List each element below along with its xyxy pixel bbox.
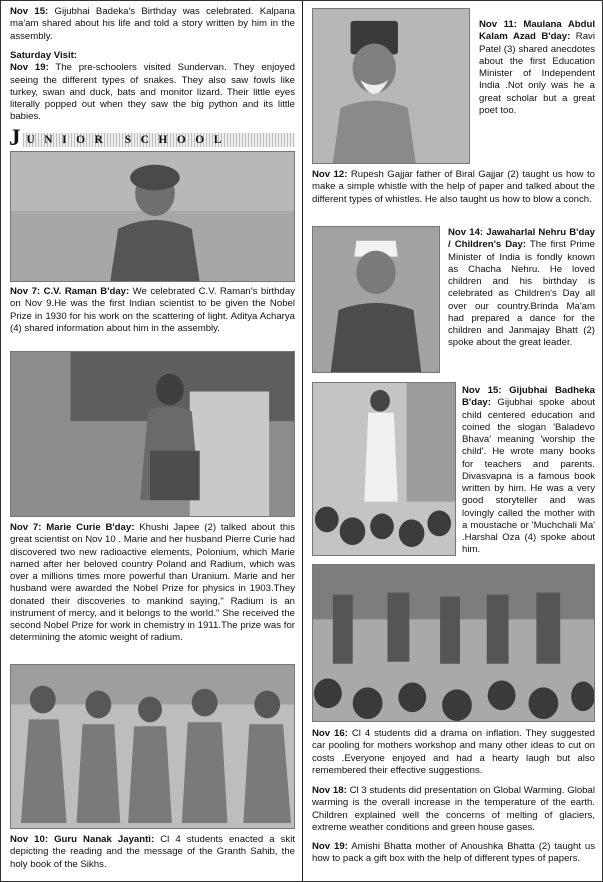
paragraph-text: Cl 4 students enacted a skit depicting the reading and the message of the Granth Sahib, the holy book of the Sikhs. [10, 834, 295, 870]
saturday-visit-heading: Saturday Visit: [10, 50, 78, 61]
paragraph-label: Nov 12: [312, 169, 348, 180]
paragraph-label: Nov 11: Maulana Abdul Kalam Azad B'day: [479, 19, 595, 43]
junior-school-banner [9, 125, 295, 150]
paragraph-text: The pre-schoolers visited Sundervan. They enjoyed seeing the different types of snakes. They also saw fowls like turkey, swan and duck, bats and monitor lizard. Their little eyes literally popped out when they saw the big python and its little babies. [10, 62, 295, 123]
global-warming-paragraph [312, 785, 595, 834]
paragraph-label: Nov 7: C.V. Raman B'day: [10, 286, 130, 297]
paragraph-label: Nov 7: Marie Curie B'day: [10, 522, 135, 533]
marie-curie-paragraph [10, 522, 295, 645]
paragraph-text: Ravi Patel (3) shared anecdotes about the first Education Minister of Independent India .Not only was he a great scholar but a great poet too. [479, 31, 595, 116]
gijubhai-paragraph [462, 385, 595, 557]
photo-inflation-drama [312, 564, 595, 722]
photo-guru-nanak-skit [10, 664, 295, 829]
photo-boy-speaking-assembly [312, 382, 456, 556]
paragraph-label: Nov 14: Jawaharlal Nehru B'day / Children's Day: [448, 227, 595, 251]
paragraph-text: Gijubhai Badeka's Birthday was celebrated. Kalpana ma'am shared about his life and told a story written by him in the assembly. [10, 6, 295, 42]
azad-paragraph [479, 19, 595, 117]
paragraph-text: Cl 4 students did a drama on inflation. They suggested car pooling for mothers workshop and many other ideas to cut on costs .Everyone enjoyed and had a hearty laugh but also remembered their effective suggestions. [312, 728, 596, 776]
banner-initial: J [9, 125, 21, 150]
paragraph-text: The first Prime Minister of India is fondly known as Chacha Nehru. He loved children and his birthday is celebrated as Children's Day all over our country.Brinda Ma'am had prepared a dance for the children and Janmajay Bhatt (2) spoke about the great leader. [448, 239, 595, 349]
guru-nanak-paragraph [10, 834, 295, 871]
column-divider [302, 1, 303, 882]
whistle-paragraph [312, 169, 595, 206]
banner-title: UNIOR SCHOOL [23, 133, 296, 147]
paragraph-text: Cl 3 students did presentation on Global Warming. Global warming is the overall increase in the temperature of the earth. Children explained well the concerns of melting of glaciers, extreme weather conditions and green house gases. [312, 785, 595, 833]
paragraph-text: Khushi Japee (2) talked about this great scientist on Nov 10 . Marie and her husband Pierre Curie had discovered two new radioactive elements, Polonium, which Marie named after her beloved country Poland and Radium, which was over a millions times more powerful than Uranium. Marie and her husband were awarded the Nobel Prize for physics in 1903.They donated their discoveries to mankind saying," Radium is an instrument of mercy, and it belongs to the world." She received the second Nobel Prize for work in chemistry in 1911.The prize was for determining the atomic weight of radium. [10, 522, 295, 644]
paragraph-label: Nov 10: Guru Nanak Jayanti: [10, 834, 155, 845]
gift-box-paragraph [312, 841, 595, 866]
paragraph-label: Nov 16: [312, 728, 348, 739]
paragraph-label: Nov 19: [10, 62, 49, 74]
paragraph-text: Amishi Bhatta mother of Anoushka Bhatta (2) taught us how to pack a gift box with the help of different types of papers. [312, 841, 595, 865]
paragraph-text: We celebrated C.V. Raman's birthday on Nov 9.He was the first Indian scientist to be given the Nobel Prize in 1930 for his work on the scattering of light. Aditya Acharya (4) shared information about him in the assembly. [10, 286, 295, 334]
paragraph-label: Nov 18: [312, 785, 347, 796]
paragraph-label: Nov 15: Gijubhai Badheka B'day: [462, 385, 595, 409]
photo-girl-microphone [10, 351, 295, 517]
paragraph-label: Nov 19: [312, 841, 348, 852]
cv-raman-paragraph [10, 286, 295, 335]
saturday-visit-section [10, 50, 295, 124]
paragraph-label: Nov 15: [10, 6, 49, 17]
inflation-paragraph [312, 728, 595, 777]
nehru-paragraph [448, 227, 595, 350]
paragraph-text: Rupesh Gajjar father of Biral Gajjar (2) taught us how to make a simple whistle with the help of paper and talked about the different types of whistles. He also taught us how to blow a conch. [312, 169, 595, 205]
photo-boy-azad-costume [312, 8, 470, 164]
nov15-birthday-paragraph [10, 6, 295, 43]
photo-boy-turban [10, 151, 295, 282]
paragraph-text: Gijubhai spoke about child centered education and coined the slogan 'Baladevo Bhava' meaning 'worship the child'. He wrote many books for teachers and parents. Divasvapna is a famous book written by him. He was a very good storyteller and was lovingly called the mother with a moustache or 'Muchchali Ma' .Harshal Oza (4) spoke about him. [462, 397, 595, 556]
photo-boy-nehru-costume [312, 226, 440, 373]
